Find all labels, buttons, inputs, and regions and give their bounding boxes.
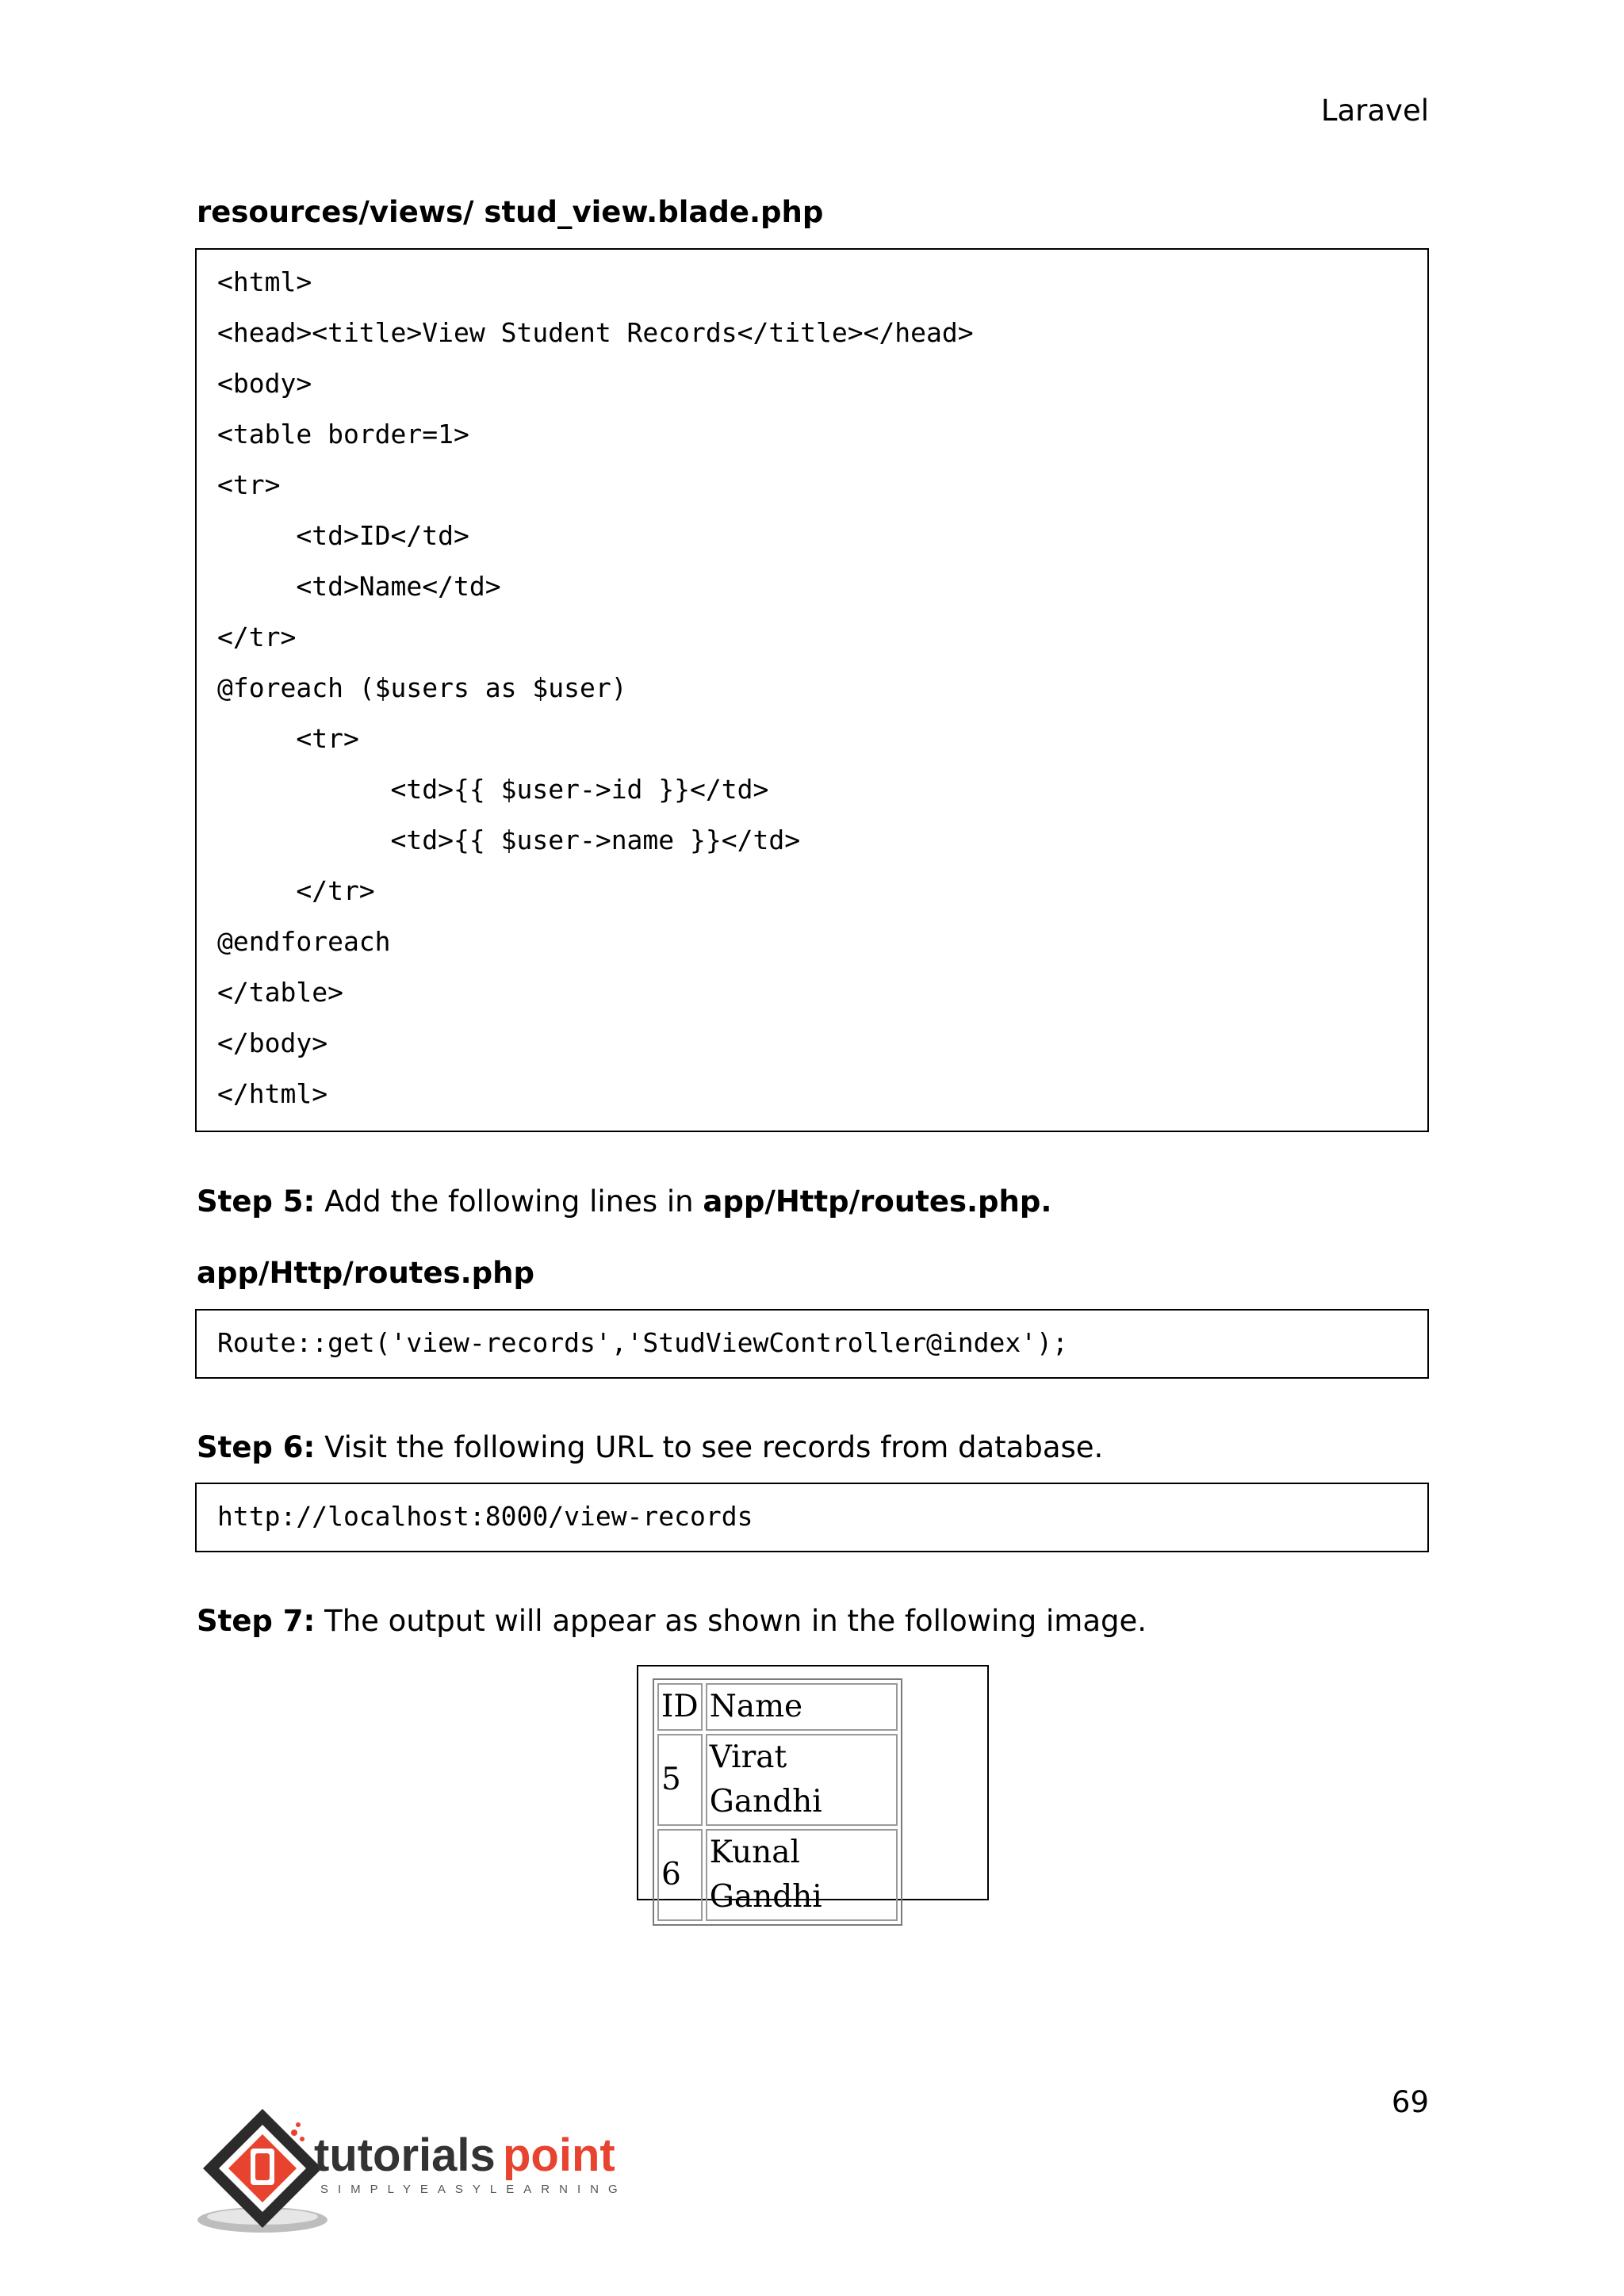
step7-text: The output will appear as shown in the following image. <box>315 1604 1147 1638</box>
code-line: <td>ID</td> <box>217 520 469 551</box>
code-block-url <box>195 1483 1429 1552</box>
code-line: <td>{{ $user->name }}</td> <box>217 825 801 855</box>
step6-paragraph <box>197 1430 1103 1464</box>
code-line: <table border=1> <box>217 419 469 450</box>
output-screenshot <box>637 1665 989 1915</box>
step5-label: Step 5: <box>197 1184 316 1219</box>
code-line: <tr> <box>217 723 359 754</box>
table-header-name: Name <box>706 1683 898 1731</box>
code-line: </table> <box>217 977 343 1008</box>
output-table <box>653 1678 902 1926</box>
routes-heading: app/Http/routes.php <box>197 1256 534 1290</box>
tutorialspoint-logo <box>195 2101 639 2236</box>
code-line: @foreach ($users as $user) <box>217 672 627 703</box>
code-block-stud-view <box>195 248 1429 1132</box>
step5-text: Add the following lines in <box>315 1184 703 1219</box>
table-cell: Kunal Gandhi <box>706 1829 898 1921</box>
step5-paragraph <box>197 1184 1051 1219</box>
step7-label: Step 7: <box>197 1604 316 1638</box>
code-line: </tr> <box>217 875 375 906</box>
header-title: Laravel <box>1320 94 1429 128</box>
code-line: http://localhost:8000/view-records <box>217 1501 753 1532</box>
table-row <box>657 1734 898 1826</box>
table-row <box>657 1829 898 1921</box>
code-line: <td>{{ $user->id }}</td> <box>217 774 769 805</box>
logo-text-dark: tutorials <box>314 2130 496 2181</box>
code-line: <tr> <box>217 469 281 500</box>
step7-paragraph <box>197 1604 1147 1638</box>
logo-text-accent: point <box>503 2130 615 2181</box>
section-heading-stud-view: resources/views/ stud_view.blade.php <box>197 195 824 229</box>
code-line: Route::get('view-records','StudViewController@index'); <box>217 1327 1068 1358</box>
code-line: <td>Name</td> <box>217 571 501 602</box>
code-line: </body> <box>217 1027 328 1058</box>
table-cell: Virat Gandhi <box>706 1734 898 1826</box>
code-line: </html> <box>217 1078 328 1109</box>
step5-path: app/Http/routes.php. <box>703 1184 1052 1219</box>
table-cell: 6 <box>657 1829 703 1921</box>
code-block-routes <box>195 1309 1429 1379</box>
code-line: <head><title>View Student Records</title></head> <box>217 317 974 348</box>
table-header-id: ID <box>657 1683 703 1731</box>
code-line: <html> <box>217 266 312 297</box>
code-line: </tr> <box>217 622 297 652</box>
step6-label: Step 6: <box>197 1430 316 1464</box>
page-number: 69 <box>1391 2085 1429 2119</box>
table-row <box>657 1683 898 1731</box>
table-cell: 5 <box>657 1734 703 1826</box>
step6-text: Visit the following URL to see records from database. <box>315 1430 1104 1464</box>
code-line: <body> <box>217 368 312 399</box>
logo-tagline: SIMPLYEASYLEARNING <box>320 2183 627 2196</box>
code-line: @endforeach <box>217 926 391 957</box>
